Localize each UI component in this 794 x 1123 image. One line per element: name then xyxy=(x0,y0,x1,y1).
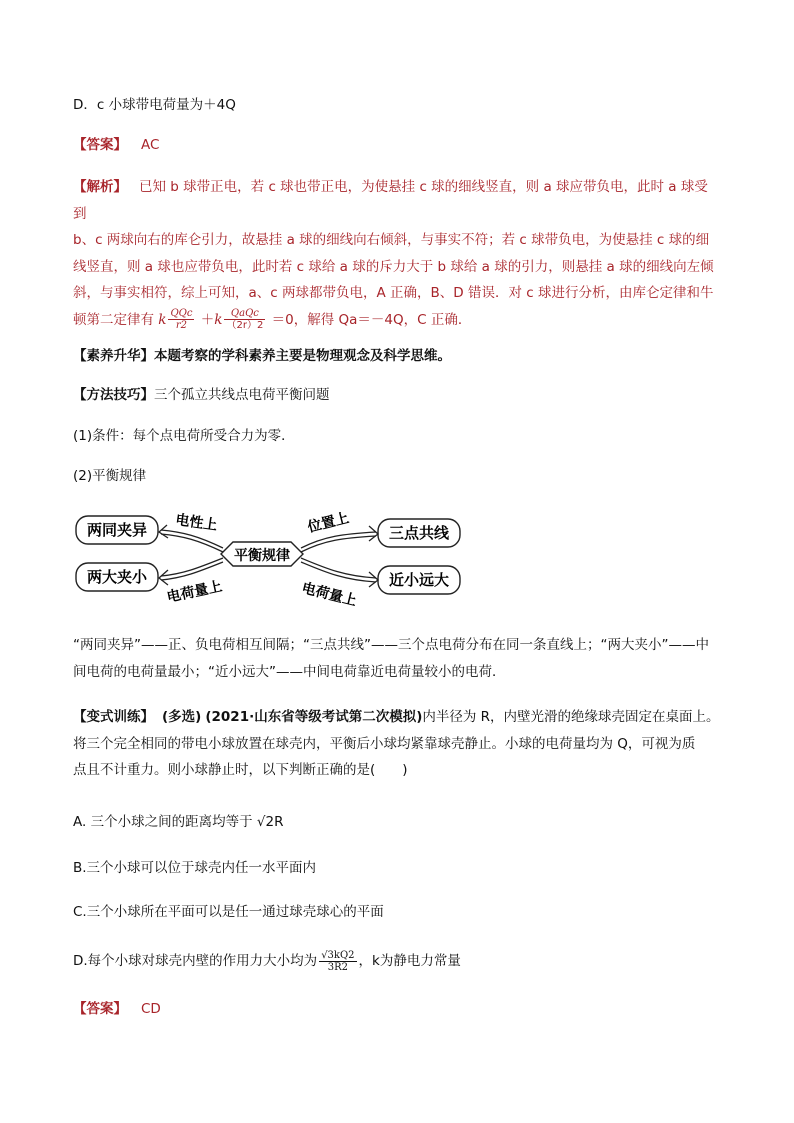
analysis-label: 【解析】 xyxy=(73,179,127,195)
label-left-top: 两同夹异 xyxy=(86,521,148,539)
label-center: 平衡规律 xyxy=(234,548,290,564)
analysis-line-1: 【解析】 已知 b 球带正电，若 c 球也带正电，为使悬挂 c 球的细线竖直，则 a 球应带负电，此时 a 球受到 xyxy=(73,179,708,222)
variant-line-1: 【变式训练】 (多选) (2021·山东省等级考试第二次模拟)内半径为 R，内壁光滑的绝缘球壳固定在桌面上。 xyxy=(73,709,720,725)
analysis-block xyxy=(73,174,721,333)
condition-2: (2)平衡规律 xyxy=(73,468,147,484)
fraction-1: $\frac{\text{QQc}}{r2}$ xyxy=(170,308,193,331)
method-label: 【方法技巧】 xyxy=(73,387,154,403)
answer-2 xyxy=(73,999,161,1019)
arrow-label-top-right: 位置上 xyxy=(306,510,351,536)
analysis-line-4: 斜，与事实相符，综上可知，a、c 两球都带负电，A 正确，B、D 错误．对 c 球进行分析，由库仑定律和牛 xyxy=(73,285,714,301)
label-left-bottom: 两大夹小 xyxy=(86,568,148,586)
answer-value: AC xyxy=(141,137,160,153)
arrow-label-bottom-left: 电荷量上 xyxy=(165,578,224,606)
explanation-block xyxy=(73,632,721,685)
arrow-label-bottom-right: 电荷量上 xyxy=(300,580,359,610)
variant-tag: (多选) xyxy=(162,709,202,725)
balance-rule-diagram xyxy=(73,506,465,610)
fraction-2: $\frac{\text{QaQc}}{(2r)2}$ xyxy=(226,308,264,331)
explanation-line-2: 间电荷的电荷量最小；“近小远大”——中间电荷靠近电荷量较小的电荷． xyxy=(73,663,506,680)
method-heading xyxy=(73,385,330,405)
variant-label: 【变式训练】 xyxy=(73,709,154,725)
explanation-line-1: “两同夹异”——正、负电荷相互间隔；“三点共线”——三个点电荷分布在同一条直线上；“两大夹小”——中 xyxy=(73,637,709,653)
variant-source: (2021·山东省等级考试第二次模拟) xyxy=(205,709,423,725)
variant-question xyxy=(73,704,721,784)
option-c: C.三个小球所在平面可以是任一通过球壳球心的平面 xyxy=(73,904,384,920)
answer-label-2: 【答案】 xyxy=(73,1001,127,1017)
literacy-note: 【素养升华】本题考察的学科素养主要是物理观念及科学思维。 xyxy=(73,348,451,364)
option-d-previous: D．c 小球带电荷量为＋4Q xyxy=(73,97,236,113)
answer-value-2: CD xyxy=(141,1001,161,1017)
method-title: 三个孤立共线点电荷平衡问题 xyxy=(154,387,330,403)
fraction-force: $\frac{√3kQ2}{3R2}$ xyxy=(321,949,355,973)
variant-line-3: 点且不计重力。则小球静止时，以下判断正确的是( ) xyxy=(73,762,408,778)
option-b: B.三个小球可以位于球壳内任一水平面内 xyxy=(73,860,317,876)
variant-line-2: 将三个完全相同的带电小球放置在球壳内，平衡后小球均紧靠球壳静止。小球的电荷量均为 Q，可视为质 xyxy=(73,735,696,752)
analysis-line-5: 顿第二定律有 k $\frac{\text{QQc}}{r2}$ ＋k $\frac{\text{QaQc}}{(2r)2}$ ＝0，解得 Qa＝－4Q，C 正确． xyxy=(73,308,472,331)
option-a: A. 三个小球之间的距离均等于 √2R xyxy=(73,814,284,830)
condition-1: (1)条件：每个点电荷所受合力为零． xyxy=(73,428,295,444)
label-right-bottom: 近小远大 xyxy=(388,571,450,589)
arrow-label-top-left: 电性上 xyxy=(174,512,219,534)
analysis-line-2: b、c 两球向右的库仑引力，故悬挂 a 球的细线向右倾斜，与事实不符；若 c 球带负电，为使悬挂 c 球的细 xyxy=(73,232,710,248)
label-right-top: 三点共线 xyxy=(388,524,450,542)
analysis-line-3: 线竖直，则 a 球也应带负电，此时若 c 球给 a 球的斥力大于 b 球给 a 球的引力，则悬挂 a 球的细线向左倾 xyxy=(73,258,714,275)
option-d: D.每个小球对球壳内壁的作用力大小均为 $\frac{√3kQ2}{3R2}$ ，k为静电力常量 xyxy=(73,949,461,973)
answer-1 xyxy=(73,135,159,155)
answer-label: 【答案】 xyxy=(73,137,127,153)
